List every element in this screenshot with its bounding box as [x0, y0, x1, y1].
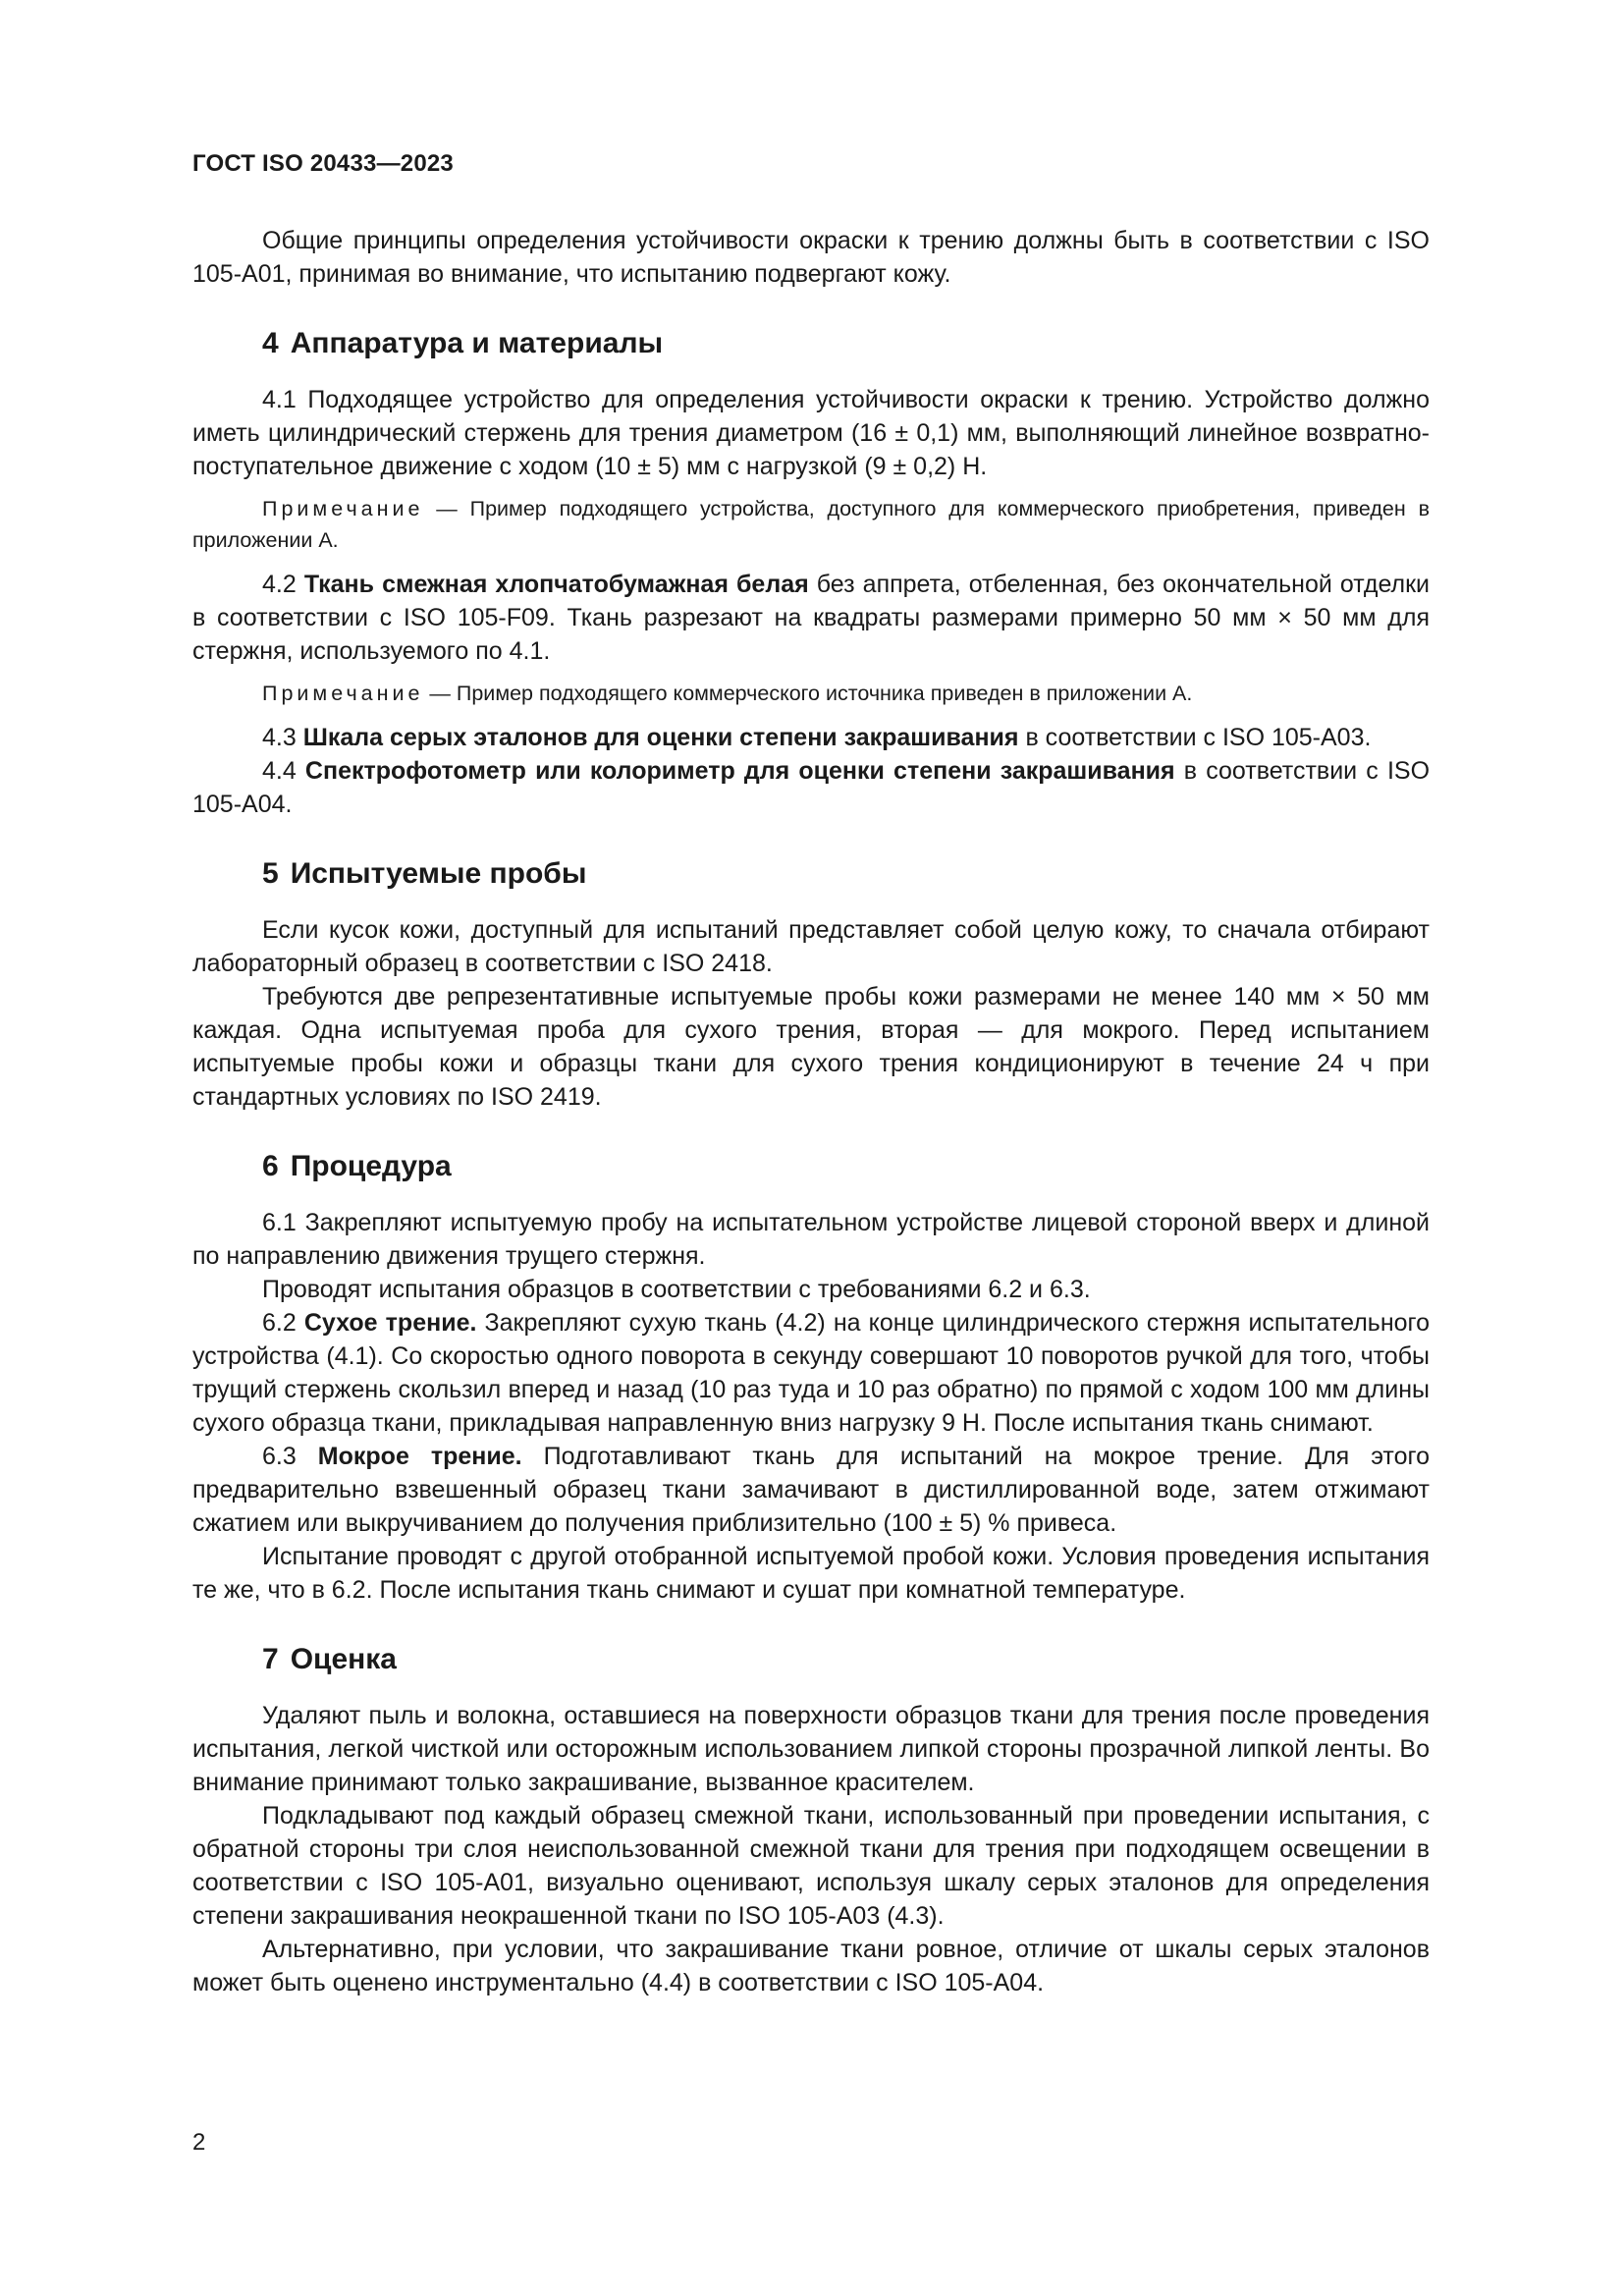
clause-4-1: 4.1 Подходящее устройство для определения устойчивости окраски к трению. Устройство должно иметь цилиндрический стержень для трения диаметром (16 ± 0,1) мм, выполняющий линейное возвратно-поступательное движение с ходом (10 ± 5) мм с нагрузкой (9 ± 0,2) Н.	[192, 386, 1430, 480]
clause-text: в соответствии с ISO 105-A03.	[1018, 724, 1372, 751]
clause-6-2	[192, 1306, 1430, 1440]
section-number: 7	[262, 1643, 279, 1675]
page-number: 2	[192, 2129, 206, 2156]
section-6-heading	[262, 1147, 1430, 1186]
clause-term: Спектрофотометр или колориметр для оценки степени закрашивания	[304, 757, 1175, 785]
section-number: 6	[262, 1150, 279, 1182]
section-7-paragraph-3: Альтернативно, при условии, что закрашивание ткани ровное, отличие от шкалы серых эталонов может быть оценено инструментально (4.4) в соответствии с ISO 105-A04.	[192, 1936, 1430, 1996]
section-7-paragraph-2: Подкладывают под каждый образец смежной ткани, использованный при проведении испытания, с обратной стороны три слоя неиспользованной смежной ткани для трения при подходящем освещении в соответствии с ISO 105-A01, визуально оценивают, используя шкалу серых эталонов для определения степени закрашивания неокрашенной ткани по ISO 105-A03 (4.3).	[192, 1802, 1430, 1930]
section-5-paragraph-1: Если кусок кожи, доступный для испытаний представляет собой целую кожу, то сначала отбирают лабораторный образец в соответствии с ISO 2418.	[192, 916, 1430, 977]
note-text: — Пример подходящего коммерческого источника приведен в приложении А.	[423, 682, 1193, 705]
clause-term: Сухое трение.	[303, 1309, 477, 1337]
clause-number: 6.2	[262, 1309, 304, 1337]
clause-number: 4.2	[262, 571, 304, 598]
clause-4-2	[192, 568, 1430, 668]
section-5-paragraph-2: Требуются две репрезентативные испытуемые пробы кожи размерами не менее 140 мм × 50 мм каждая. Одна испытуемая проба для сухого трения, вторая — для мокрого. Перед испытанием испытуемые пробы кожи и образцы ткани для сухого трения кондиционируют в течение 24 ч при стандартных условиях по ISO 2419.	[192, 983, 1430, 1111]
note-text: — Пример подходящего устройства, доступного для коммерческого приобретения, приведен в приложении А.	[192, 497, 1430, 552]
document-header: ГОСТ ISO 20433—2023	[192, 150, 454, 177]
clause-6-1: 6.1 Закрепляют испытуемую пробу на испытательном устройстве лицевой стороной вверх и длиной по направлению движения трущего стержня.	[192, 1209, 1430, 1270]
section-number: 5	[262, 857, 279, 890]
clause-text: Закрепляют сухую ткань (4.2) на конце цилиндрического стержня испытательного устройства (4.1). Со скоростью одного поворота в секунду совершают 10 поворотов ручкой для того, чтобы трущий стержень скользил вперед и назад (10 раз туда и 10 раз обратно) по прямой с ходом 100 мм длины сухого образца ткани, прикладывая направленную вниз нагрузку 9 Н. После испытания ткань снимают.	[192, 1309, 1430, 1437]
clause-text: в соответствии с ISO 105-A04.	[192, 757, 1431, 818]
clause-number: 6.3	[262, 1443, 318, 1470]
section-title: Аппаратура и материалы	[290, 327, 664, 359]
section-7-paragraph-1: Удаляют пыль и волокна, оставшиеся на поверхности образцов ткани для трения после проведения испытания, легкой чисткой или осторожным использованием липкой стороны прозрачной липкой ленты. Во внимание принимают только закрашивание, вызванное красителем.	[192, 1702, 1430, 1796]
section-number: 4	[262, 327, 279, 359]
clause-4-3	[192, 721, 1430, 754]
clause-term: Ткань смежная хлопчатобумажная белая	[303, 571, 809, 598]
section-7-heading	[262, 1640, 1430, 1679]
section-6-paragraph: Проводят испытания образцов в соответствии с требованиями 6.2 и 6.3.	[262, 1276, 1091, 1303]
section-title: Оценка	[290, 1643, 397, 1675]
clause-text: Подготавливают ткань для испытаний на мокрое трение. Для этого предварительно взвешенный образец ткани замачивают в дистиллированной воде, затем отжимают сжатием или выкручиванием до получения приблизительно (100 ± 5) % привеса.	[192, 1443, 1430, 1537]
clause-6-3	[192, 1440, 1430, 1540]
section-4-heading	[262, 324, 1430, 363]
section-title: Процедура	[290, 1150, 452, 1182]
section-5-heading	[262, 854, 1430, 894]
intro-paragraph: Общие принципы определения устойчивости окраски к трению должны быть в соответствии с ISO 105-A01, принимая во внимание, что испытанию подвергают кожу.	[192, 227, 1430, 288]
clause-number: 4.4	[262, 757, 305, 785]
note-label: Примечание	[262, 497, 424, 520]
note-1	[192, 493, 1430, 556]
clause-4-4	[192, 754, 1430, 821]
section-6-paragraph-final: Испытание проводят с другой отобранной испытуемой пробой кожи. Условия проведения испытания те же, что в 6.2. После испытания ткань снимают и сушат при комнатной температуре.	[192, 1543, 1430, 1604]
clause-term: Шкала серых эталонов для оценки степени закрашивания	[302, 724, 1019, 751]
clause-text: без аппрета, отбеленная, без окончательной отделки в соответствии с ISO 105-F09. Ткань разрезают на квадраты размерами примерно 50 мм × 50 мм для стержня, используемого по 4.1.	[192, 571, 1431, 665]
clause-number: 4.3	[262, 724, 303, 751]
section-title: Испытуемые пробы	[290, 857, 587, 890]
clause-term: Мокрое трение.	[317, 1443, 522, 1470]
note-2	[192, 678, 1430, 709]
document-body	[192, 224, 1430, 1999]
note-label: Примечание	[262, 682, 424, 705]
